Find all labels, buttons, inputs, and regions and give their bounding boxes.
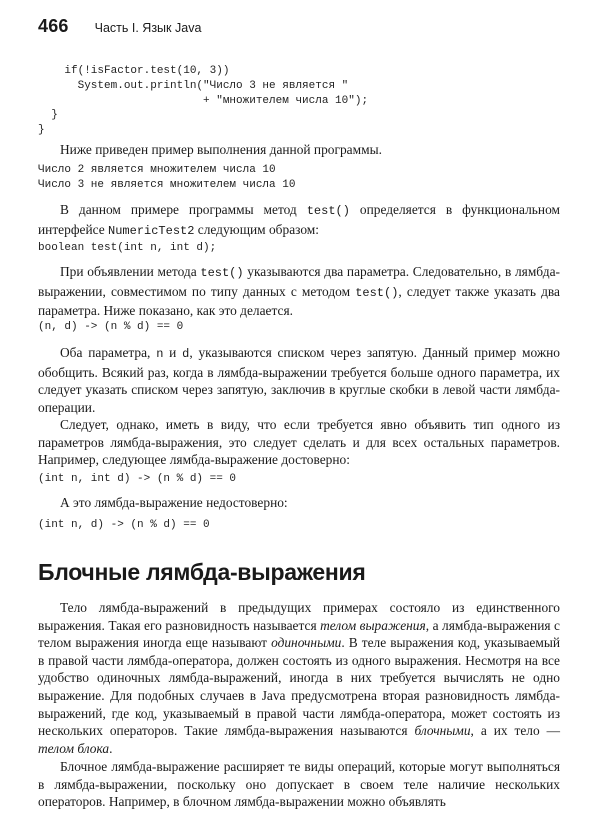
section-heading: Блочные лямбда-выражения bbox=[38, 559, 366, 585]
code-block-program-end bbox=[38, 64, 368, 138]
code-block-signature bbox=[38, 241, 216, 256]
code-block-lambda bbox=[38, 320, 183, 335]
code-line: (int n, int d) -> (n % d) == 0 bbox=[38, 473, 237, 485]
inline-code: test() bbox=[306, 204, 350, 218]
inline-code: d bbox=[182, 347, 190, 361]
page-header bbox=[38, 16, 201, 40]
code-line: } bbox=[38, 124, 45, 137]
paragraph-output-intro: Ниже приведен пример выполнения данной программы. bbox=[60, 142, 382, 157]
code-line: + "множителем числа 10"); bbox=[38, 94, 369, 107]
paragraph-block-lambda: Тело лямбда-выражений в предыдущих примерах состояло из единственного выражения. Такая его разновидность называется телом выражения, а лямбда-выражения с телом выражения иногда еще называют одиночными. В теле выражения код, указываемый в правой части лямбда-оператора, должен состоять из одного выражения. Несмотря на все удобство одиночных лямбда-выражений, иногда в них требуется вычислять не одно выражение. Для подобных случаев в Java предусмотрена вторая разновидность лямбда-выражений, где код, указываемый в правой части лямбда-оператора, может состоять из нескольких операторов. Такие лямбда-выражения называются блочными, а их тело — телом блока. bbox=[38, 600, 561, 756]
inline-code: test() bbox=[200, 266, 244, 280]
emphasis: одиночными bbox=[271, 635, 342, 651]
code-block-invalid-lambda bbox=[38, 518, 210, 533]
inline-code: n bbox=[156, 347, 164, 361]
code-line: (n, d) -> (n % d) == 0 bbox=[38, 321, 184, 333]
code-block-valid-lambda bbox=[38, 472, 236, 487]
code-line: } bbox=[38, 109, 58, 122]
code-line: if(!isFactor.test(10, 3)) bbox=[38, 65, 230, 77]
paragraph-invalid-intro: А это лямбда-выражение недостоверно: bbox=[60, 495, 288, 510]
inline-code: test() bbox=[355, 285, 399, 300]
running-title: Часть I. Язык Java bbox=[94, 21, 202, 35]
emphasis: блочными bbox=[414, 723, 471, 739]
paragraph-both-params: Оба параметра, n и d, указываются списком через запятую. Данный пример можно обобщить. Всякий раз, когда в лямбда-выражении требуется больше одного параметра, их следует указать списком через запятую, заключив в круглые скобки в левой части лямбда-операции. bbox=[38, 345, 560, 415]
code-block-output bbox=[38, 163, 295, 193]
code-line: System.out.println("Число 3 не является " bbox=[38, 79, 349, 92]
code-line: boolean test(int n, int d); bbox=[38, 242, 217, 254]
emphasis: телом выражения bbox=[320, 617, 426, 633]
code-line: Число 2 является множителем числа 10 bbox=[38, 164, 276, 176]
paragraph-two-params: При объявлении метода test() указываются два параметра. Следовательно, в лямбда-выражении, совместимом по типу данных с методом test(), следует также указать два параметра. Ниже показано, как это делается. bbox=[38, 264, 560, 319]
paragraph-test-method: В данном примере программы метод test() определяется в функциональном интерфейсе NumericTest2 следующим образом: bbox=[38, 202, 560, 238]
emphasis: телом блока bbox=[38, 740, 110, 756]
paragraph-explicit-types: Следует, однако, иметь в виду, что если требуется явно объявить тип одного из параметров лямбда-выражения, это следует сделать и для всех остальных параметров. Например, следующее лямбда-выражение достоверно: bbox=[38, 417, 560, 468]
inline-code: NumericTest2 bbox=[108, 223, 195, 238]
code-line: (int n, d) -> (n % d) == 0 bbox=[38, 519, 210, 531]
code-line: Число 3 не является множителем числа 10 bbox=[38, 178, 296, 191]
paragraph-block-extends: Блочное лямбда-выражение расширяет те виды операций, которые могут выполняться в лямбда-выражении, поскольку оно допускает в своем теле наличие нескольких операторов. Например, в блочном лямбда-выражении можно объявлять bbox=[38, 759, 560, 810]
page-number: 466 bbox=[38, 16, 69, 36]
